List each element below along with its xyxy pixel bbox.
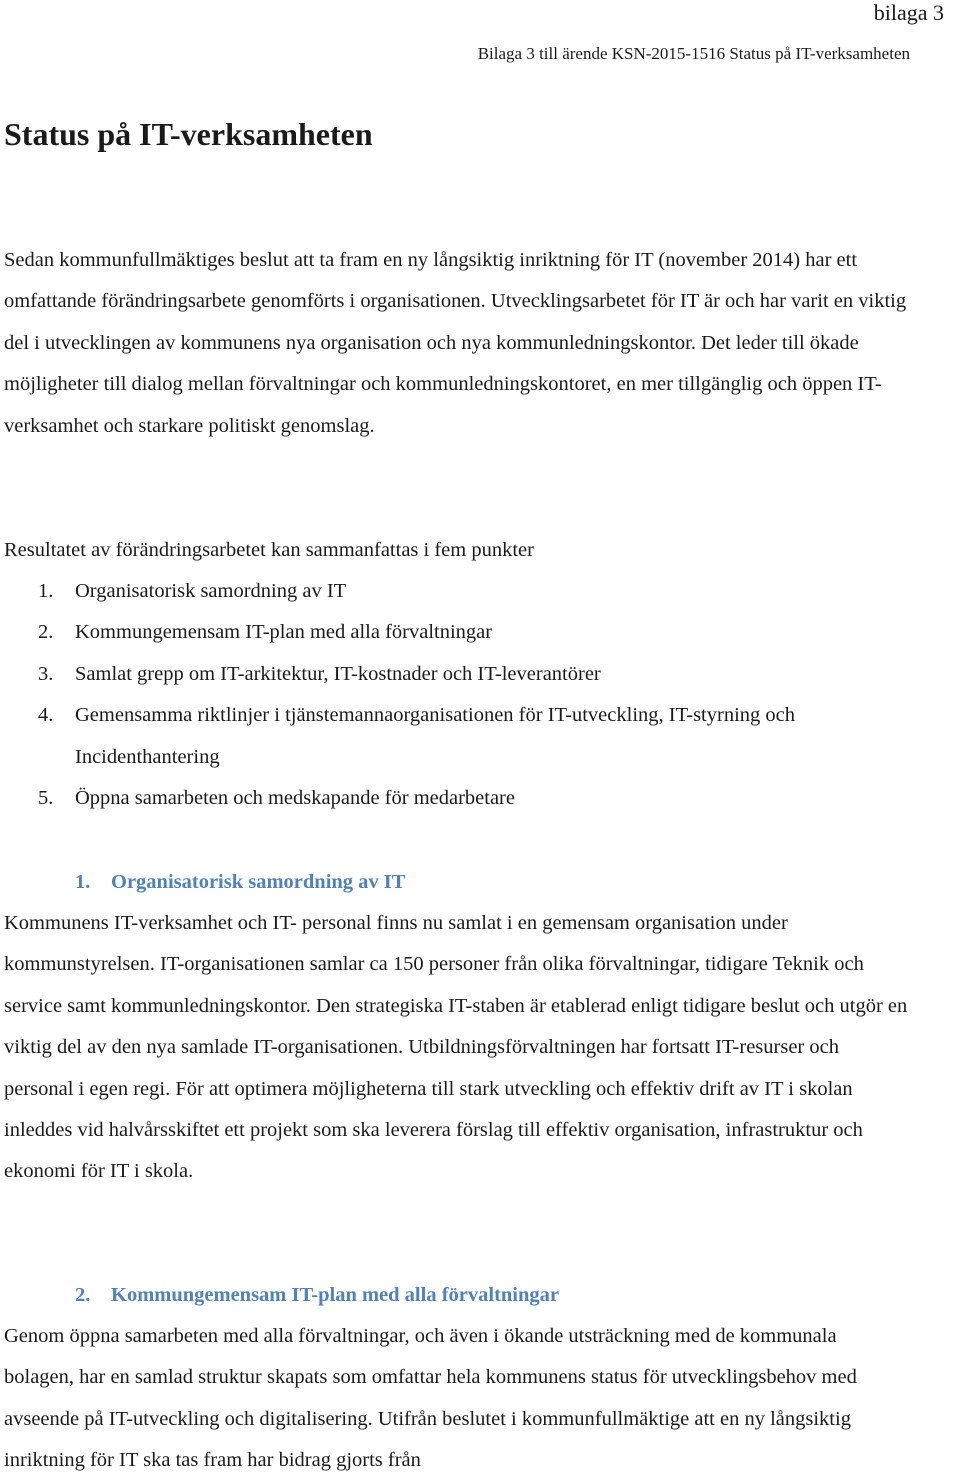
list-item-number: 4. [38, 704, 54, 727]
list-item-text: Organisatorisk samordning av IT [75, 580, 347, 602]
section-number: 2. [75, 1284, 91, 1306]
list-item [0, 695, 905, 778]
list-item-number: 1. [38, 580, 54, 602]
section-title: Kommungemensam IT-plan med alla förvaltningar [111, 1284, 559, 1306]
running-header: Bilaga 3 till ärende KSN-2015-1516 Status på IT-verksamheten [477, 44, 910, 63]
list-item-number: 3. [38, 662, 54, 685]
section-number: 1. [75, 871, 91, 893]
list-item [0, 612, 905, 653]
summary-lead: Resultatet av förändringsarbetet kan sammanfattas i fem punkter [4, 539, 534, 561]
bilaga-label: bilaga 3 [873, 0, 944, 25]
summary-list [0, 571, 905, 819]
list-item-number: 2. [38, 621, 54, 644]
intro-paragraph: Sedan kommunfullmäktiges beslut att ta fram en ny långsiktig inriktning för IT (november 2014) har ett omfattande förändringsarbete genomförts i organisationen. Utvecklingsarbetet för IT är och har varit en viktig del i utvecklingen av kommunens nya organisation och nya kommunledningskontor. Det leder till ökade möjligheter till dialog mellan förvaltningar och kommunledningskontoret, en mer tillgänglig och öppen IT-verksamhet och starkare politiskt genomslag. [4, 249, 907, 437]
section-2-body: Genom öppna samarbeten med alla förvaltningar, och även i ökande utsträckning med de kommunala bolagen, har en samlad struktur skapats som omfattar hela kommunens status för utvecklingsbehov med avseende på IT-utveckling och digitalisering. Utifrån beslutet i kommunfullmäktige att en ny långsiktig inriktning för IT ska tas fram har bidrag gjorts från [4, 1325, 857, 1472]
list-item-text: Öppna samarbeten och medskapande för medarbetare [75, 787, 515, 810]
list-item [0, 778, 905, 819]
page-title: Status på IT-verksamheten [4, 116, 373, 152]
list-item [0, 571, 905, 612]
list-item-text: Samlat grepp om IT-arkitektur, IT-kostnader och IT-leverantörer [75, 662, 601, 685]
list-item-text: Gemensamma riktlinjer i tjänstemannaorganisationen för IT-utveckling, IT-styrning och Incidenthantering [75, 704, 795, 768]
list-item-number: 5. [38, 787, 54, 810]
section-1-body: Kommunens IT-verksamhet och IT- personal finns nu samlat i en gemensam organisation under kommunstyrelsen. IT-organisationen samlar ca 150 personer från olika förvaltningar, tidigare Teknik och service samt kommunledningskontor. Den strategiska IT-staben är etablerad enligt tidigare beslut och utgör en viktig del av den nya samlade IT-organisationen. Utbildningsförvaltningen har fortsatt IT-resurser och personal i egen regi. För att optimera möjligheterna till stark utveckling och effektiv drift av IT i skolan inleddes vid halvårsskiftet ett projekt som ska leverera förslag till effektiv organisation, infrastruktur och ekonomi för IT i skola. [4, 912, 908, 1183]
list-item-text: Kommungemensam IT-plan med alla förvaltningar [75, 621, 493, 644]
section-title: Organisatorisk samordning av IT [111, 871, 406, 893]
list-item [0, 654, 905, 695]
